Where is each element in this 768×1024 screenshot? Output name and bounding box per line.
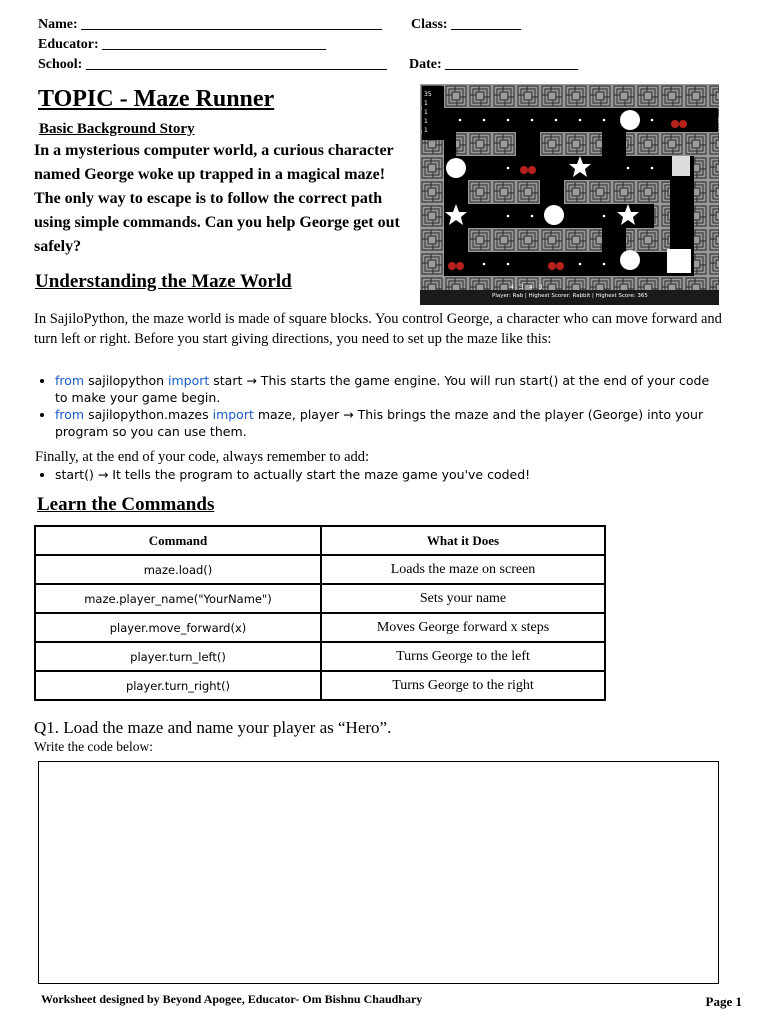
inventory-count: 3 bbox=[519, 284, 524, 291]
column-header: Command bbox=[35, 526, 321, 555]
date-field: Date: ___________________ bbox=[409, 57, 579, 72]
module-name: sajilopython bbox=[84, 373, 169, 388]
table-header-row bbox=[35, 526, 605, 555]
list-item: • start() → It tells the program to actually start the maze game you've coded! bbox=[55, 466, 724, 483]
game-hud bbox=[424, 90, 448, 135]
inventory-count: 4 bbox=[529, 284, 533, 291]
column-header: What it Does bbox=[321, 526, 605, 555]
finally-text: Finally, at the end of your code, always remember to add: bbox=[35, 449, 370, 465]
description-cell: Turns George to the left bbox=[321, 642, 605, 671]
table-row bbox=[35, 671, 605, 700]
story-heading: Basic Background Story bbox=[39, 121, 195, 137]
command-cell: player.turn_right() bbox=[35, 671, 321, 700]
list-item bbox=[55, 372, 724, 406]
command-cell: maze.player_name("YourName") bbox=[35, 584, 321, 613]
educator-field: Educator: ________________________________ bbox=[38, 37, 327, 52]
table-row bbox=[35, 555, 605, 584]
game-inventory bbox=[510, 284, 543, 291]
description-cell: Loads the maze on screen bbox=[321, 555, 605, 584]
maze-game-image bbox=[420, 84, 719, 305]
footer-credit: Worksheet designed by Beyond Apogee, Educator- Om Bishnu Chaudhary bbox=[41, 992, 423, 1006]
command-cell: player.turn_left() bbox=[35, 642, 321, 671]
maze-game-screenshot bbox=[420, 84, 719, 305]
maze-world-heading: Understanding the Maze World bbox=[35, 271, 292, 292]
hud-count: 35 bbox=[424, 91, 432, 98]
table-row bbox=[35, 613, 605, 642]
description-cell: Turns George to the right bbox=[321, 671, 605, 700]
command-cell: maze.load() bbox=[35, 555, 321, 584]
game-status-bar: Player: Rab | Highest Scorer: Rabbit | Highest Score: 365 bbox=[492, 293, 648, 299]
finally-bullets bbox=[34, 466, 724, 483]
story-text: In a mysterious computer world, a curious character named George woke up trapped in a magical maze! The only way to escape is to follow the correct path using simple commands. Can you help George get out safely? bbox=[34, 142, 400, 255]
commands-heading: Learn the Commands bbox=[37, 494, 215, 515]
command-cell: player.move_forward(x) bbox=[35, 613, 321, 642]
keyword-from: from bbox=[55, 373, 85, 388]
inventory-count: 4 bbox=[510, 284, 514, 291]
keyword-from: from bbox=[55, 407, 85, 422]
hud-count: 1 bbox=[424, 109, 428, 116]
topic-title: TOPIC - Maze Runner bbox=[38, 86, 275, 112]
description-cell: Moves George forward x steps bbox=[321, 613, 605, 642]
import-bullets bbox=[34, 372, 724, 440]
name-field: Name: ___________________________________________ bbox=[38, 17, 383, 32]
description-cell: Sets your name bbox=[321, 584, 605, 613]
bullet-text: maze, player → This brings the maze and the player (George) into your program so you can use them. bbox=[55, 407, 704, 439]
table-row bbox=[35, 584, 605, 613]
keyword-import: import bbox=[168, 373, 210, 388]
hud-count: 1 bbox=[424, 100, 428, 107]
class-field: Class: __________ bbox=[411, 17, 522, 32]
maze-world-intro: In SajiloPython, the maze world is made of square blocks. You control George, a character who can move forward and turn left or right. Before you start giving directions, you need to set up the maze like this: bbox=[34, 311, 722, 347]
table-row bbox=[35, 642, 605, 671]
keyword-import: import bbox=[212, 407, 254, 422]
hud-count: 1 bbox=[424, 127, 428, 134]
module-name: sajilopython.mazes bbox=[84, 407, 213, 422]
bullet-text: start → This starts the game engine. You will run start() at the end of your code to make your game begin. bbox=[55, 373, 710, 405]
hud-count: 1 bbox=[424, 118, 428, 125]
commands-table bbox=[34, 525, 606, 701]
question-instruction: Write the code below: bbox=[34, 739, 154, 754]
school-field: School: ___________________________________________ bbox=[38, 57, 387, 72]
inventory-count: 3 bbox=[538, 284, 543, 291]
list-item bbox=[55, 406, 724, 440]
answer-box[interactable] bbox=[38, 761, 719, 984]
page-number: Page 1 bbox=[705, 994, 742, 1009]
question-1: Q1. Load the maze and name your player as “Hero”. bbox=[34, 718, 392, 737]
